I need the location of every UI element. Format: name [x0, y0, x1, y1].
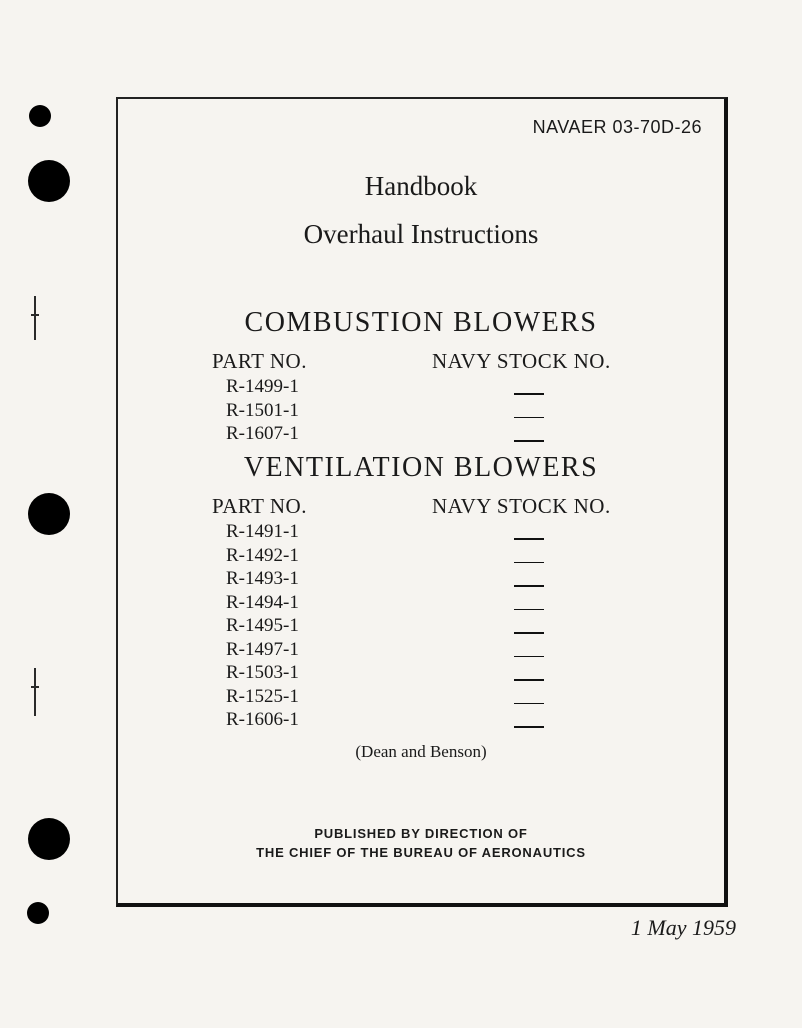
ventilation-heading: VENTILATION BLOWERS — [243, 452, 599, 483]
binder-hole-4 — [28, 818, 70, 860]
ventilation-stock-dash — [514, 679, 544, 681]
combustion-stock-dash — [514, 440, 544, 442]
edge-mark-1 — [34, 296, 36, 340]
binder-hole-5 — [27, 902, 49, 924]
ventilation-stock-dash — [514, 562, 544, 564]
ventilation-stock-col-header: NAVY STOCK NO. — [432, 494, 611, 518]
ventilation-part-number: R-1493-1 — [226, 568, 299, 589]
publisher-line-2: THE CHIEF OF THE BUREAU OF AERONAUTICS — [256, 845, 586, 860]
ventilation-part-number: R-1503-1 — [226, 662, 299, 683]
combustion-part-col-header: PART NO. — [212, 349, 307, 373]
document-code: NAVAER 03-70D-26 — [532, 117, 702, 137]
publisher-line-1: PUBLISHED BY DIRECTION OF — [314, 826, 528, 841]
combustion-stock-dash — [514, 393, 544, 395]
edge-mark-2 — [34, 668, 36, 716]
ventilation-part-number: R-1491-1 — [226, 521, 299, 542]
ventilation-part-number: R-1525-1 — [226, 685, 299, 707]
ventilation-stock-dash — [514, 538, 544, 540]
manufacturer-note: (Dean and Benson) — [355, 742, 487, 761]
ventilation-part-number: R-1492-1 — [226, 544, 299, 566]
ventilation-part-col-header: PART NO. — [212, 494, 307, 518]
ventilation-stock-dash — [514, 609, 544, 611]
cover-frame — [116, 97, 728, 907]
ventilation-stock-dash — [514, 632, 544, 634]
ventilation-part-number: R-1606-1 — [226, 709, 299, 730]
combustion-part-number: R-1607-1 — [226, 423, 299, 444]
binder-hole-2 — [28, 160, 70, 202]
overhaul-title: Overhaul Instructions — [303, 219, 539, 249]
combustion-stock-col-header: NAVY STOCK NO. — [432, 349, 611, 373]
ventilation-stock-dash — [514, 656, 544, 658]
ventilation-stock-dash — [514, 726, 544, 728]
combustion-heading: COMBUSTION BLOWERS — [244, 307, 598, 338]
combustion-stock-dash — [514, 417, 544, 419]
binder-hole-3 — [28, 493, 70, 535]
ventilation-part-number: R-1494-1 — [226, 591, 299, 613]
ventilation-part-number: R-1497-1 — [226, 638, 299, 660]
handbook-title: Handbook — [364, 171, 478, 201]
binder-hole-1 — [29, 105, 51, 127]
ventilation-stock-dash — [514, 703, 544, 705]
ventilation-part-number: R-1495-1 — [226, 615, 299, 636]
ventilation-stock-dash — [514, 585, 544, 587]
combustion-part-number: R-1499-1 — [226, 376, 299, 397]
combustion-part-number: R-1501-1 — [226, 399, 299, 421]
publication-date: 1 May 1959 — [630, 915, 736, 940]
